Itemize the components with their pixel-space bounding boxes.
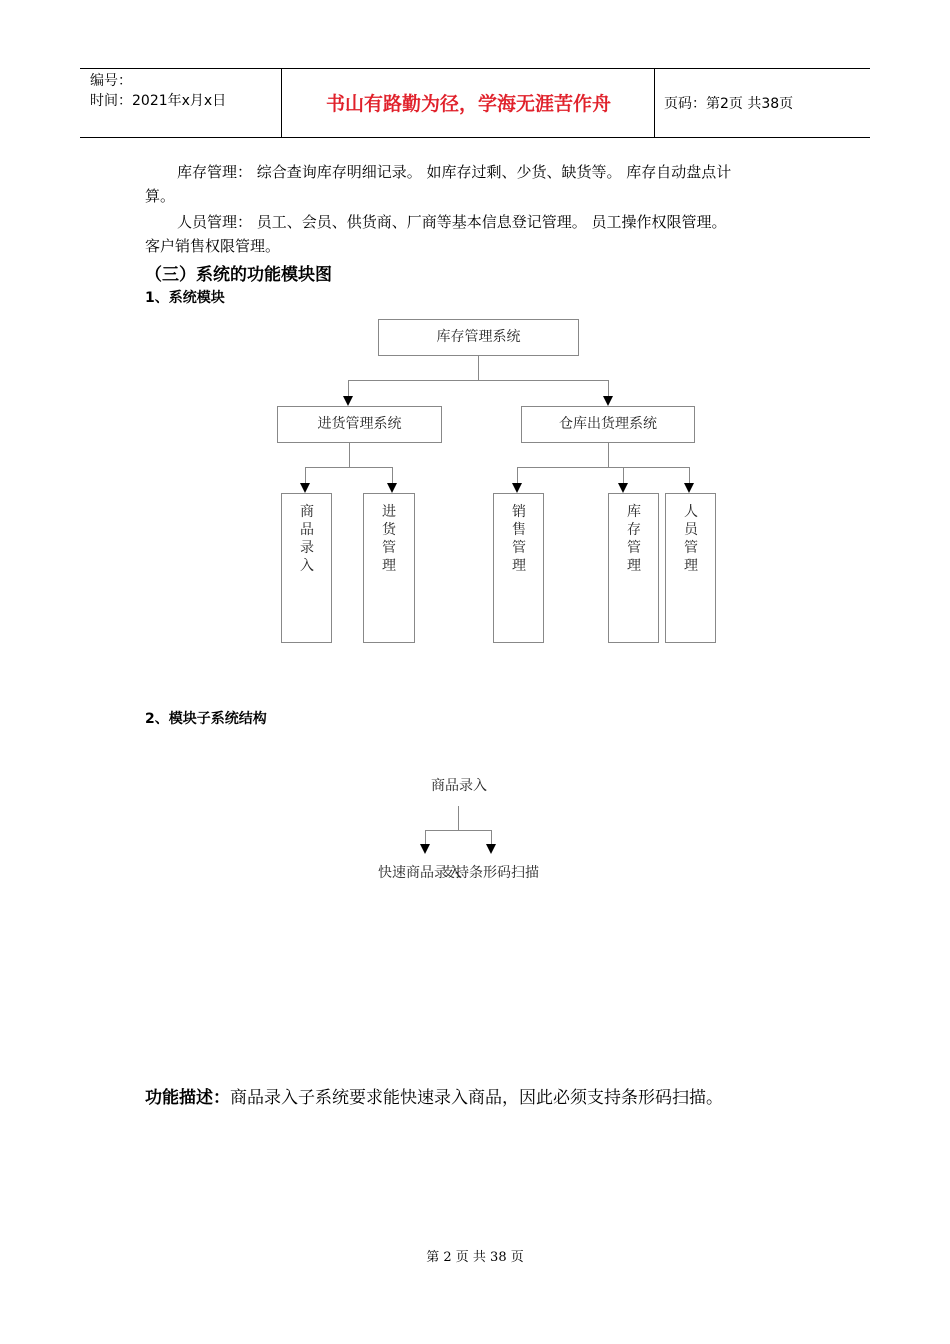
motto: 书山有路勤为径，学海无涯苦作舟 <box>325 93 611 115</box>
leaf-label: 商品录入 <box>300 504 314 574</box>
subsystem-root: 商品录入 <box>431 778 487 794</box>
leaf-label: 进货管理 <box>382 504 396 574</box>
subsystem-child-left: 快速商品录入 <box>378 865 462 881</box>
arrow-down-icon <box>486 844 496 854</box>
arrow-down-icon <box>618 483 628 493</box>
page-footer: 第 2 页 共 38 页 <box>426 1250 524 1265</box>
leaf-label: 库存管理 <box>627 504 641 574</box>
inventory-paragraph-line2: 算。 <box>145 187 176 205</box>
section-title: （三）系统的功能模块图 <box>145 265 332 285</box>
subsystem-child-right: 支持条形码扫描 <box>441 865 539 881</box>
leaf-node <box>363 493 415 643</box>
leaf-node <box>665 493 716 643</box>
subsection-title-2: 2、模块子系统结构 <box>145 711 267 727</box>
page-header <box>80 68 870 138</box>
leaf-node <box>608 493 659 643</box>
leaf-node <box>281 493 332 643</box>
arrow-down-icon <box>300 483 310 493</box>
function-description <box>145 1083 723 1108</box>
staff-paragraph-line1: 人员管理： 员工、会员、供货商、厂商等基本信息登记管理。 员工操作权限管理。 <box>177 213 727 231</box>
arrow-down-icon <box>603 396 613 406</box>
arrow-down-icon <box>343 396 353 406</box>
arrow-down-icon <box>512 483 522 493</box>
purchase-system-node: 进货管理系统 <box>277 406 442 443</box>
function-description-label: 功能描述： <box>145 1088 230 1108</box>
date-label: 时间：2021年x月x日 <box>90 93 227 109</box>
staff-paragraph-line2: 客户销售权限管理。 <box>145 237 281 255</box>
leaf-label: 人员管理 <box>684 504 698 574</box>
subsection-title-1: 1、系统模块 <box>145 290 225 306</box>
leaf-label: 销售管理 <box>512 504 526 574</box>
page-info: 页码：第2页 共38页 <box>664 96 794 112</box>
root-node: 库存管理系统 <box>378 319 579 356</box>
arrow-down-icon <box>420 844 430 854</box>
arrow-down-icon <box>387 483 397 493</box>
inventory-paragraph-line1: 库存管理： 综合查询库存明细记录。 如库存过剩、少货、缺货等。 库存自动盘点计 <box>177 163 732 181</box>
leaf-node <box>493 493 544 643</box>
warehouse-system-node: 仓库出货理系统 <box>521 406 695 443</box>
arrow-down-icon <box>684 483 694 493</box>
function-description-text: 商品录入子系统要求能快速录入商品，因此必须支持条形码扫描。 <box>230 1088 723 1108</box>
number-label: 编号： <box>90 73 132 89</box>
